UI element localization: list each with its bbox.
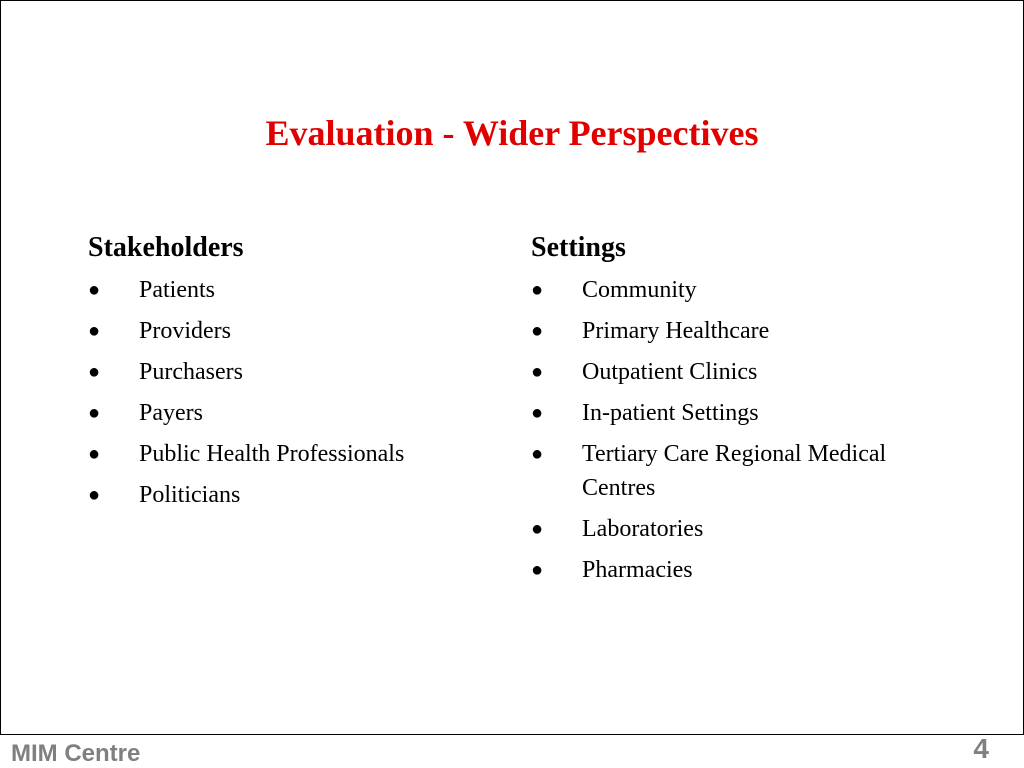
bullet-icon: ● xyxy=(88,484,101,506)
bullet-icon: ● xyxy=(88,361,101,383)
list-item: ● Politicians xyxy=(88,478,488,512)
list-item: ● Tertiary Care Regional Medical Centres xyxy=(531,437,891,505)
page-number: 4 xyxy=(973,733,989,764)
list-item: ● Pharmacies xyxy=(531,553,891,587)
settings-list xyxy=(531,273,891,587)
bullet-icon: ● xyxy=(531,320,544,342)
bullet-icon: ● xyxy=(531,518,544,540)
bullet-icon: ● xyxy=(531,361,544,383)
list-item: ● Outpatient Clinics xyxy=(531,355,891,389)
list-item: ● Primary Healthcare xyxy=(531,314,891,348)
settings-heading: Settings xyxy=(531,232,626,263)
stakeholders-list xyxy=(88,273,488,512)
stakeholders-column xyxy=(88,230,488,519)
bullet-icon: ● xyxy=(88,320,101,342)
footer-org-name: MIM Centre xyxy=(11,740,141,767)
list-item: ● Patients xyxy=(88,273,488,307)
bullet-icon: ● xyxy=(531,559,544,581)
list-item: ● Providers xyxy=(88,314,488,348)
stakeholders-heading: Stakeholders xyxy=(88,232,244,263)
bullet-icon: ● xyxy=(531,279,544,301)
list-item: ● Payers xyxy=(88,396,488,430)
list-item: ● Laboratories xyxy=(531,512,891,546)
bullet-icon: ● xyxy=(88,443,101,465)
slide-title: Evaluation - Wider Perspectives xyxy=(265,113,759,153)
bullet-icon: ● xyxy=(88,402,101,424)
bullet-icon: ● xyxy=(531,443,544,465)
list-item: ● Purchasers xyxy=(88,355,488,389)
list-item: ● Public Health Professionals xyxy=(88,437,488,471)
bullet-icon: ● xyxy=(88,279,101,301)
list-item: ● Community xyxy=(531,273,891,307)
settings-column xyxy=(531,230,891,594)
list-item: ● In-patient Settings xyxy=(531,396,891,430)
bullet-icon: ● xyxy=(531,402,544,424)
